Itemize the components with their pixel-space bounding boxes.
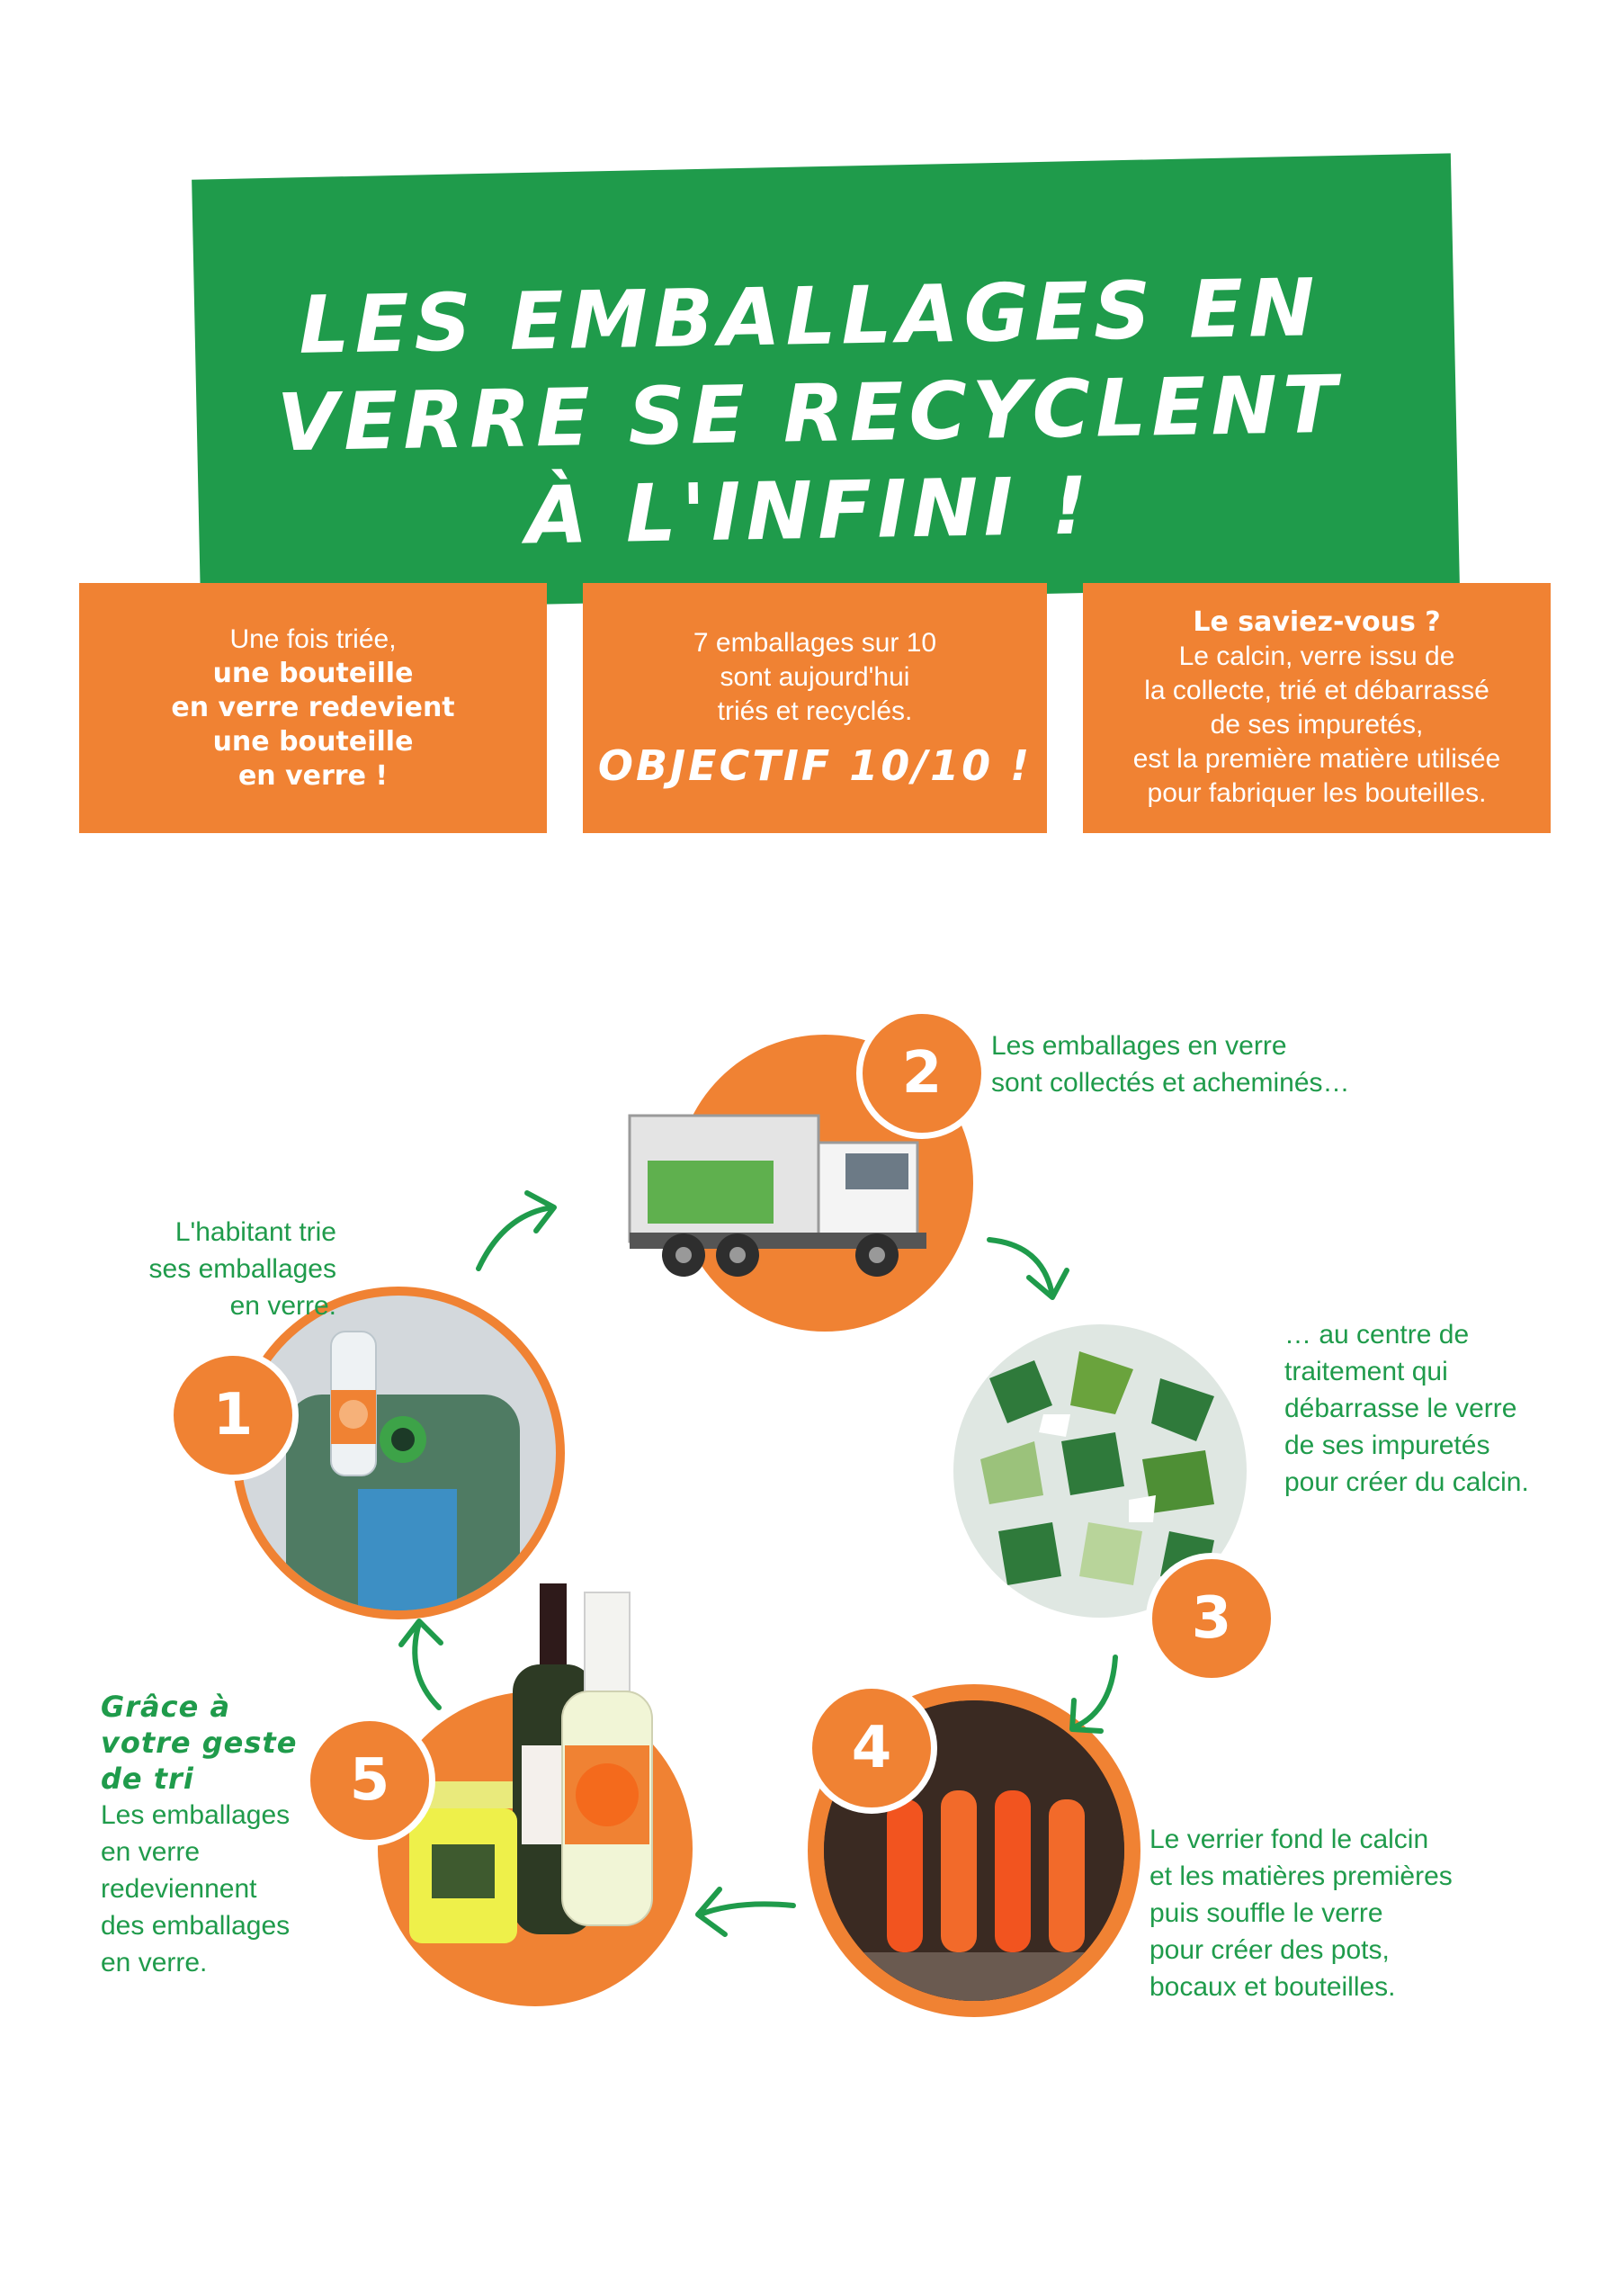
step-text-line: en verre <box>101 1837 201 1867</box>
info-box-text: sont aujourd'hui <box>720 662 910 692</box>
step-4-badge: 4 <box>806 1682 937 1814</box>
cycle-arrow-icon <box>989 1240 1067 1297</box>
step-text-line: bocaux et bouteilles. <box>1149 1972 1396 2002</box>
cycle-arrow-icon <box>698 1889 793 1934</box>
info-box-heading: Le saviez-vous ? <box>1193 606 1441 638</box>
cycle-arrow-icon <box>401 1621 441 1708</box>
step-text-line: sont collectés et acheminés… <box>991 1068 1350 1098</box>
info-box-bold-line: en verre ! <box>237 760 389 792</box>
step-text-line: L'habitant trie <box>174 1217 336 1247</box>
step-text-line: puis souffle le verre <box>1149 1898 1383 1928</box>
info-box-text: de ses impuretés, <box>1210 710 1424 740</box>
info-box-bold-line: une bouteille <box>212 726 414 758</box>
step-3-badge: 3 <box>1146 1553 1277 1684</box>
info-box-text: est la première matière utilisée <box>1132 744 1501 774</box>
info-box-text: Le calcin, verre issu de <box>1178 641 1455 671</box>
cycle-arrow-icon <box>479 1193 554 1269</box>
title-line-1: LES EMBALLAGES EN <box>298 261 1321 372</box>
step-text-line: Le verrier fond le calcin <box>1149 1825 1429 1854</box>
title-line-2: VERRE SE RECYCLENT <box>276 357 1343 470</box>
step-text-line: pour créer des pots, <box>1149 1935 1390 1965</box>
step-text-line: Les emballages <box>101 1800 291 1830</box>
step-text-line: pour créer du calcin. <box>1284 1467 1529 1497</box>
step-2-badge: 2 <box>856 1008 988 1139</box>
info-box-text: Une fois triée, <box>229 624 397 654</box>
step-text-line: en verre. <box>101 1948 208 1978</box>
info-box-bold-line: une bouteille <box>212 658 414 689</box>
info-box-text: 7 emballages sur 10 <box>693 628 937 658</box>
info-box-text: la collecte, trié et débarrassé <box>1144 676 1489 705</box>
step-text-line: en verre. <box>229 1291 336 1321</box>
step-text-line: redeviennent <box>101 1874 257 1904</box>
step-text-line: débarrasse le verre <box>1284 1394 1517 1423</box>
step-text-line: ses emballages <box>148 1254 336 1284</box>
step-text-line: traitement qui <box>1284 1357 1448 1386</box>
step-5-heading-line: de tri <box>101 1762 194 1796</box>
step-text-line: et les matières premières <box>1149 1861 1453 1891</box>
step-5-heading-line: votre geste <box>101 1726 298 1760</box>
step-1-badge: 1 <box>167 1350 299 1481</box>
step-5-badge: 5 <box>304 1715 435 1846</box>
title-line-3: À L'INFINI ! <box>525 459 1094 562</box>
step-5-heading-line: Grâce à <box>101 1690 231 1724</box>
step-text-line: … au centre de <box>1284 1320 1470 1350</box>
step-text-line: des emballages <box>101 1911 291 1941</box>
info-box-text: pour fabriquer les bouteilles. <box>1147 778 1487 808</box>
cycle-arrow-icon <box>1072 1657 1115 1731</box>
step-text-line: Les emballages en verre <box>991 1031 1287 1061</box>
info-box-text: triés et recyclés. <box>717 696 913 726</box>
step-text-line: de ses impuretés <box>1284 1431 1490 1460</box>
info-box-bold-line: en verre redevient <box>171 692 455 723</box>
objectif-label: OBJECTIF 10/10 ! <box>597 741 1033 790</box>
